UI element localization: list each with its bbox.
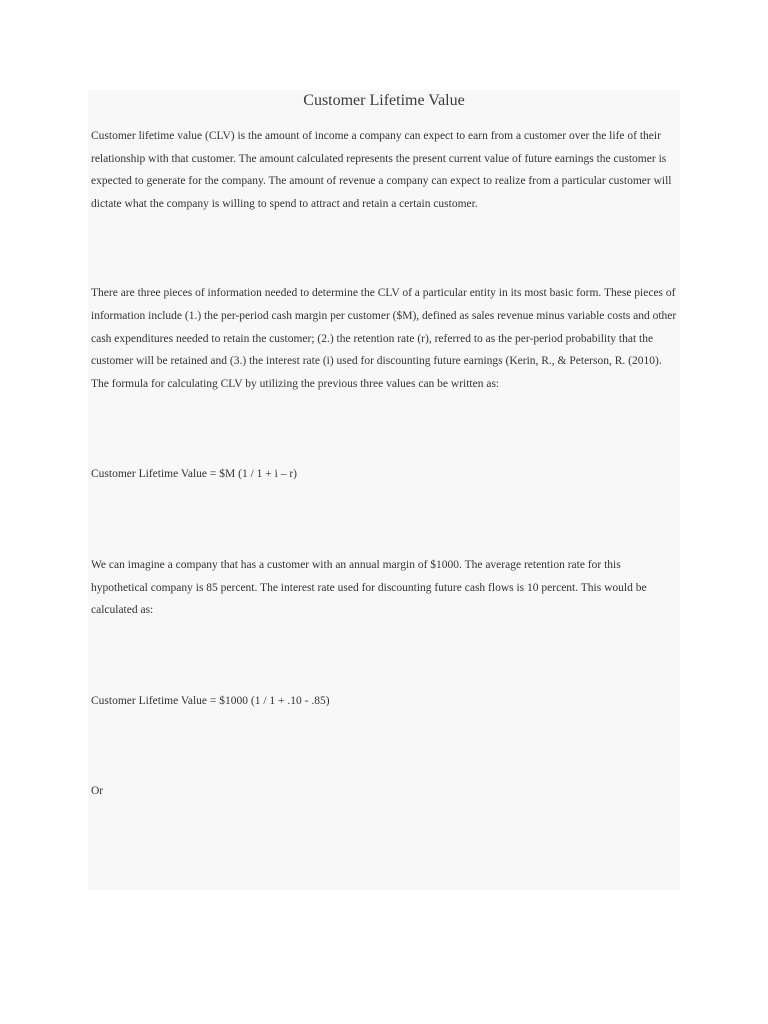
paragraph-example: We can imagine a company that has a customer with an annual margin of $1000. The average retention rate for this hypothetical company is 85 percent. The interest rate used for discounting future cash flows is 10 percent. This would be calculated as: [91,558,647,617]
formula-general: Customer Lifetime Value = $M (1 / 1 + i – r) [91,468,297,481]
document-page [88,90,680,890]
paragraph-or: Or [91,785,104,798]
paragraph-clv-definition: Customer lifetime value (CLV) is the amount of income a company can expect to earn from a customer over the life of their relationship with that customer. The amount calculated represents the present current value of future earnings the customer is expected to generate for the company. The amount of revenue a company can expect to realize from a particular customer will dictate what the company is willing to spend to attract and retain a certain customer. [91,130,672,210]
document-title: Customer Lifetime Value [303,92,465,109]
paragraph-clv-inputs: There are three pieces of information needed to determine the CLV of a particular entity in its most basic form. These pieces of information include (1.) the per-period cash margin per customer ($M), defined as sales revenue minus variable costs and other cash expenditures needed to retain the customer; (2.) the retention rate (r), referred to as the per-period probability that the customer will be retained and (3.) the interest rate (i) used for discounting future earnings (Kerin, R., & Peterson, R. (2010). The formula for calculating CLV by utilizing the previous three values can be written as: [91,287,677,390]
formula-example: Customer Lifetime Value = $1000 (1 / 1 + .10 - .85) [91,694,330,707]
